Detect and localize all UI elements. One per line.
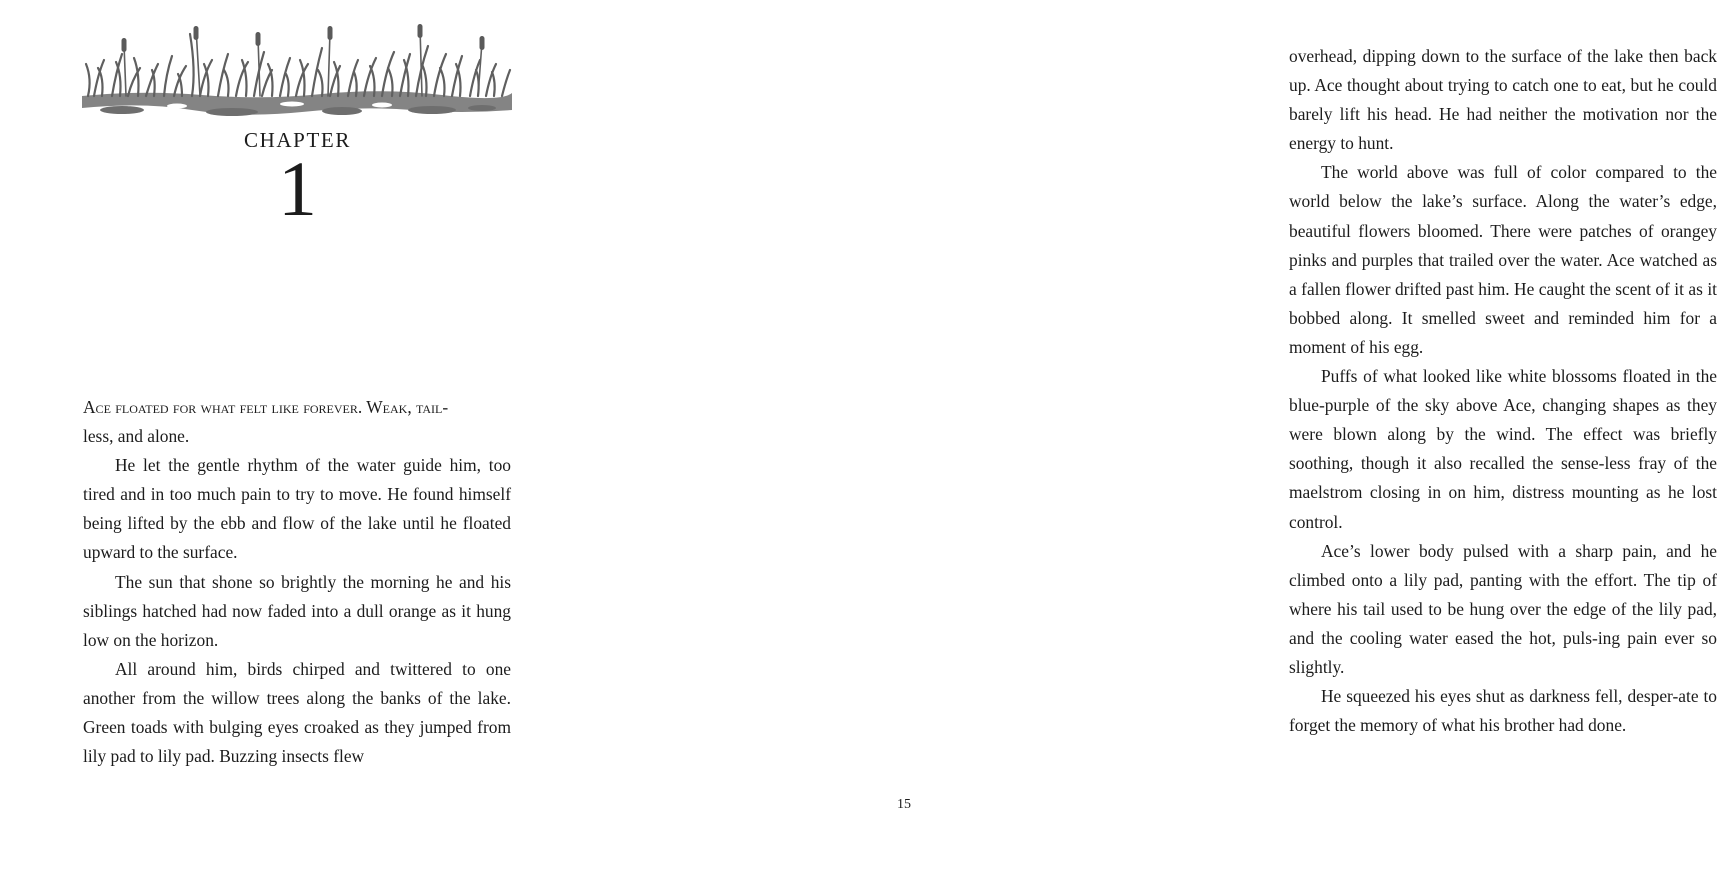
chapter-number: 1	[278, 145, 317, 232]
opening-paragraph	[83, 393, 511, 451]
paragraph: He let the gentle rhythm of the water guide him, too tired and in too much pain to try to move. He found himself being lifted by the ebb and flow of the lake until he floated upward to the surface.	[83, 455, 511, 563]
paragraph: All around him, birds chirped and twittered to one another from the willow trees along the banks of the lake. Green toads with bulging eyes croaked as they jumped from lily pad to lily pad. Buzzing insects flew	[83, 658, 511, 767]
left-page	[0, 0, 600, 872]
opening-smallcaps: Ace floated for what felt like forever. Weak, tail-	[83, 397, 449, 417]
marsh-reeds-icon	[82, 24, 512, 120]
right-page-text	[1289, 42, 1717, 740]
paragraph: Puffs of what looked like white blossoms floated in the blue-purple of the sky above Ace, changing shapes as they were blown along by the wind. The effect was briefly soothing, though it also recalled the sense-less fray of the maelstrom closing in on him, distress mounting as he lost control.	[1289, 366, 1717, 532]
right-page	[600, 0, 1717, 872]
continued-paragraph: overhead, dipping down to the surface of the lake then back up. Ace thought about trying to catch one to eat, but he could barely lift his head. He had neither the motivation nor the energy to hunt.	[1289, 46, 1717, 154]
left-page-text	[83, 393, 511, 771]
paragraph: The sun that shone so brightly the morning he and his siblings hatched had now faded into a dull orange as it hung low on the horizon.	[83, 571, 511, 650]
paragraph: Ace’s lower body pulsed with a sharp pain, and he climbed onto a lily pad, panting with the effort. The tip of where his tail used to be hung over the edge of the lily pad, and the cooling water eased the hot, puls-ing pain ever so slightly.	[1289, 540, 1717, 677]
page-number: 15	[897, 797, 911, 812]
opening-rest: less, and alone.	[83, 426, 190, 447]
paragraph: The world above was full of color compared to the world below the lake’s surface. Along the water’s edge, beautiful flowers bloomed. There were patches of orangey pinks and purples that trailed over the water. Ace watched as a fallen flower drifted past him. He caught the scent of it as it bobbed along. It smelled sweet and reminded him for a moment of his egg.	[1289, 162, 1717, 357]
paragraph: He squeezed his eyes shut as darkness fell, desper-ate to forget the memory of what his brother had done.	[1289, 686, 1717, 736]
chapter-label: CHAPTER	[244, 128, 351, 152]
